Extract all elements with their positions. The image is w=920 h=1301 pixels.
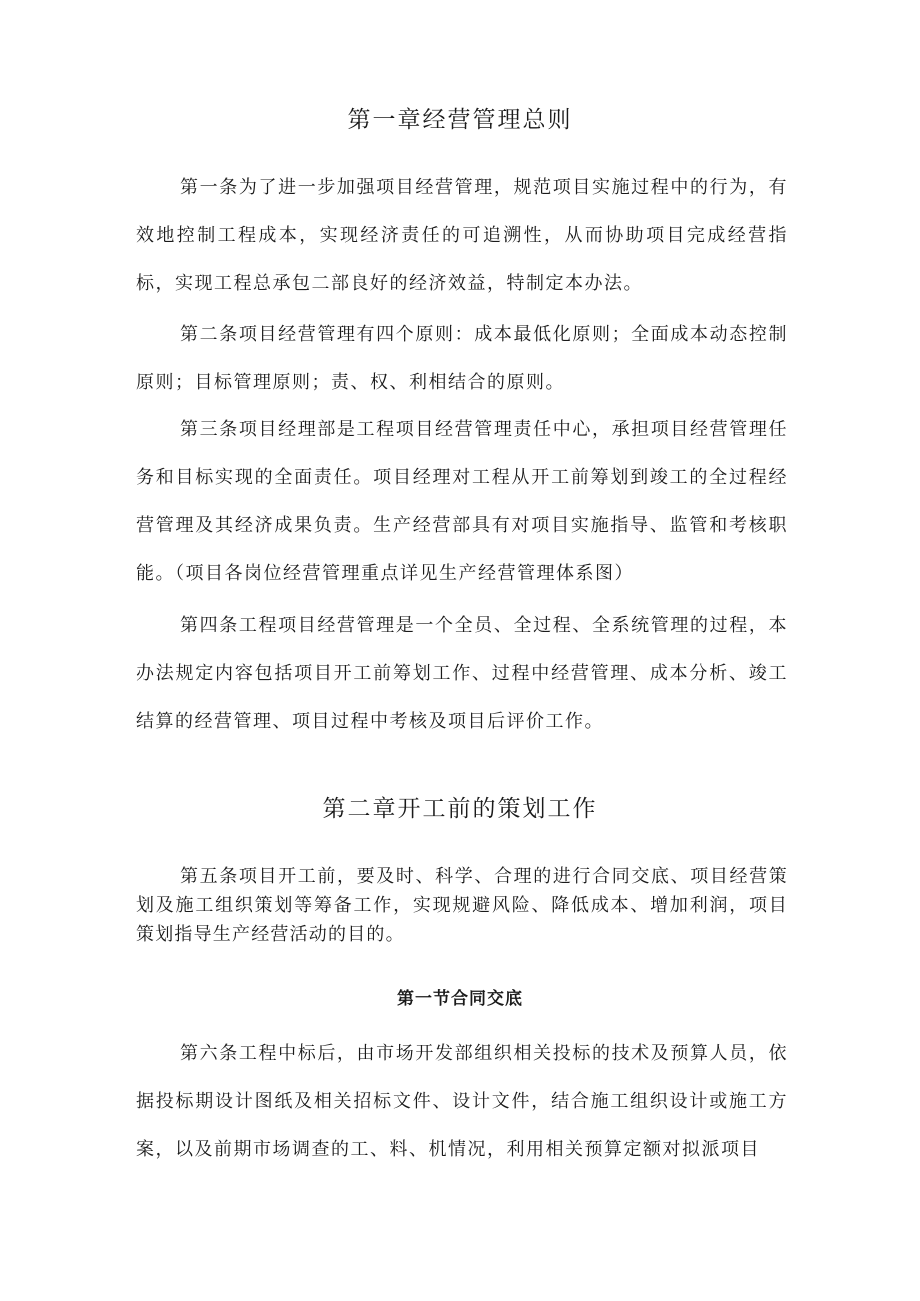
article-1: 第一条为了进一步加强项目经营管理，规范项目实施过程中的行为，有效地控制工程成本，实现经济责任的可追溯性，从而协助项目完成经营指标，实现工程总承包二部良好的经济效益，特制定本办法。	[136, 177, 788, 294]
chapter-1-title: 第一章经营管理总则	[347, 107, 573, 133]
article-4: 第四条工程项目经营管理是一个全员、全过程、全系统管理的过程，本办法规定内容包括项目开工前筹划工作、过程中经营管理、成本分析、竣工结算的经营管理、项目过程中考核及项目后评价工作。	[136, 615, 788, 732]
article-3: 第三条项目经理部是工程项目经营管理责任中心，承担项目经营管理任务和目标实现的全面责任。项目经理对工程从开工前筹划到竣工的全过程经营管理及其经济成果负责。生产经营部具有对项目实施指导、监管和考核职能。（项目各岗位经营管理重点详见生产经营管理体系图）	[136, 419, 788, 584]
section-1-title: 第一节合同交底	[397, 989, 523, 1009]
article-5: 第五条项目开工前，要及时、科学、合理的进行合同交底、项目经营策划及施工组织策划等筹备工作，实现规避风险、降低成本、增加利润，项目策划指导生产经营活动的目的。	[136, 866, 788, 945]
article-6: 第六条工程中标后，由市场开发部组织相关投标的技术及预算人员，依据投标期设计图纸及相关招标文件、设计文件，结合施工组织设计或施工方案，以及前期市场调查的工、料、机情况，利用相关预算定额对拟派项目	[136, 1043, 788, 1160]
chapter-2-title: 第二章开工前的策划工作	[322, 796, 598, 822]
article-2: 第二条项目经营管理有四个原则：成本最低化原则；全面成本动态控制原则；目标管理原则；责、权、利相结合的原则。	[136, 324, 788, 393]
